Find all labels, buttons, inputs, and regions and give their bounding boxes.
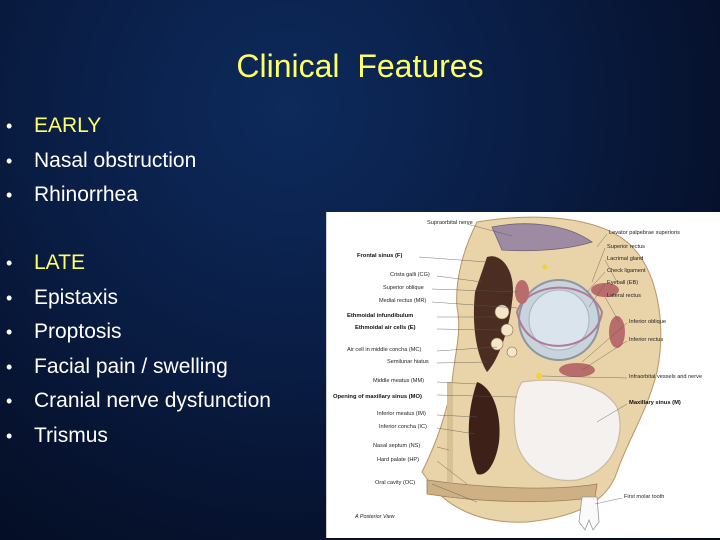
fig-label: Inferior meatus (IM) bbox=[377, 411, 426, 417]
bullet-item bbox=[0, 281, 271, 316]
early-features-list bbox=[0, 109, 196, 213]
fig-label: Supraorbital nerve bbox=[427, 220, 473, 226]
bullet-text: Epistaxis bbox=[34, 285, 119, 309]
bullet-item bbox=[0, 144, 196, 179]
fig-label: Frontal sinus (F) bbox=[357, 253, 403, 259]
bullet-item bbox=[0, 315, 271, 350]
fig-label: Inferior rectus bbox=[629, 337, 664, 343]
fig-label: Maxillary sinus (M) bbox=[629, 400, 681, 406]
bullet-dot-icon: • bbox=[6, 391, 13, 411]
bullet-dot-icon: • bbox=[6, 287, 13, 308]
fig-label: Ethmoidal infundibulum bbox=[347, 313, 414, 319]
bullet-dot-icon: • bbox=[6, 322, 13, 342]
fig-label: Superior rectus bbox=[607, 244, 645, 250]
bullet-text: Cranial nerve dysfunction bbox=[34, 389, 271, 412]
fig-label: Superior oblique bbox=[383, 285, 424, 291]
fig-label: Medial rectus (MR) bbox=[379, 298, 427, 304]
fig-label: Oral cavity (OC) bbox=[375, 480, 416, 486]
bullet-item bbox=[0, 350, 271, 385]
bullet-text: Rhinorrhea bbox=[34, 183, 138, 206]
fig-label: Inferior oblique bbox=[629, 319, 667, 325]
fig-label: Lateral rectus bbox=[607, 293, 641, 299]
fig-label: Hard palate (HP) bbox=[377, 457, 419, 463]
fig-label: Middle meatus (MM) bbox=[373, 378, 424, 384]
fig-label: Levator palpebrae superioris bbox=[609, 230, 680, 236]
fig-label: Crista galli (CG) bbox=[390, 272, 430, 278]
bullet-item bbox=[0, 178, 196, 213]
bullet-dot-icon: • bbox=[6, 150, 13, 171]
bullet-text: LATE bbox=[34, 251, 85, 274]
bullet-item bbox=[0, 384, 271, 419]
bullet-dot-icon: • bbox=[6, 185, 13, 205]
bullet-item bbox=[0, 246, 271, 281]
bullet-text: Trismus bbox=[34, 423, 108, 447]
bullet-dot-icon: • bbox=[6, 116, 13, 136]
fig-label: Lacrimal gland bbox=[607, 256, 644, 262]
bullet-text: EARLY bbox=[34, 114, 102, 137]
bullet-dot-icon: • bbox=[6, 425, 13, 446]
fig-label: Semilunar hiatus bbox=[387, 359, 429, 365]
fig-label: Nasal septum (NS) bbox=[373, 443, 421, 449]
bullet-text: Proptosis bbox=[34, 320, 122, 343]
fig-label: Air cell in middle concha (MC) bbox=[347, 347, 422, 353]
slide-title: Clinical Features bbox=[236, 48, 484, 84]
fig-label: First molar tooth bbox=[624, 494, 665, 500]
fig-label: Opening of maxillary sinus (MO) bbox=[333, 394, 422, 400]
bullet-item bbox=[0, 109, 196, 144]
fig-label: Inferior concha (IC) bbox=[379, 424, 427, 430]
bullet-item bbox=[0, 419, 271, 454]
figure-caption: A Posterior View bbox=[355, 514, 395, 520]
bullet-text: Nasal obstruction bbox=[34, 148, 197, 172]
fig-label: Infraorbital vessels and nerve bbox=[629, 374, 703, 380]
bullet-dot-icon: • bbox=[6, 253, 13, 273]
sinus-anatomy-figure bbox=[326, 212, 720, 538]
fig-label: Eyeball (EB) bbox=[607, 280, 639, 286]
fig-label: Ethmoidal air cells (E) bbox=[355, 325, 416, 331]
bullet-text: Facial pain / swelling bbox=[34, 354, 228, 378]
fig-label: Check ligament bbox=[607, 268, 646, 274]
late-features-list bbox=[0, 246, 271, 453]
anatomy-illustration bbox=[327, 212, 720, 538]
bullet-dot-icon: • bbox=[6, 356, 13, 377]
